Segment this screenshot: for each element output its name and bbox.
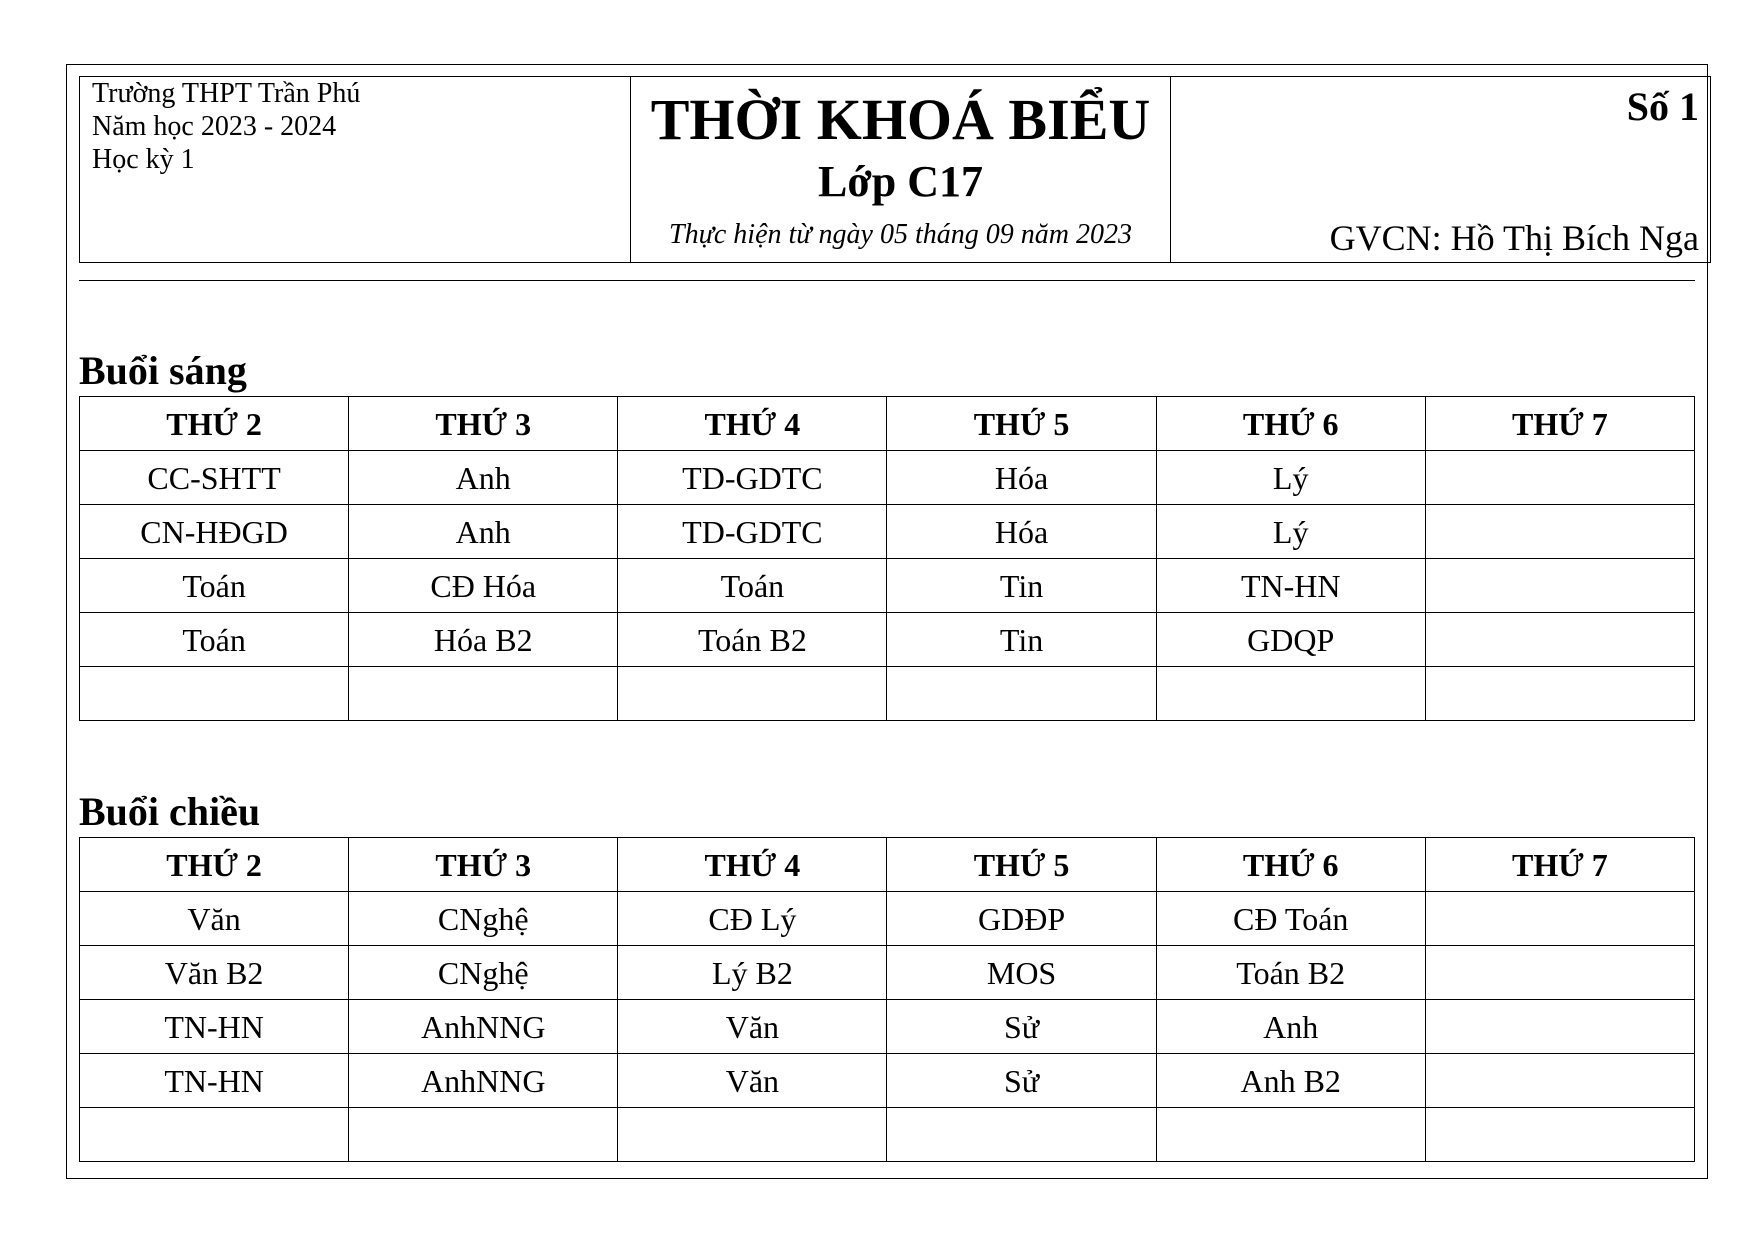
table-row	[80, 1108, 1695, 1162]
table-cell: TD-GDTC	[618, 505, 887, 559]
header-divider	[79, 280, 1695, 281]
table-cell: MOS	[887, 946, 1156, 1000]
table-cell: AnhNNG	[349, 1054, 618, 1108]
day-header: THỨ 5	[887, 397, 1156, 451]
table-cell: Hóa	[887, 505, 1156, 559]
table-cell	[349, 667, 618, 721]
table-cell: TD-GDTC	[618, 451, 887, 505]
table-cell	[1425, 559, 1694, 613]
table-cell: CNghệ	[349, 946, 618, 1000]
afternoon-session-title: Buổi chiều	[79, 789, 261, 834]
page-title: THỜI KHOÁ BIỂU	[650, 87, 1151, 152]
table-row	[80, 559, 1695, 613]
table-cell	[1425, 946, 1694, 1000]
table-cell	[349, 1108, 618, 1162]
class-name: Lớp C17	[818, 157, 983, 206]
table-cell: Toán	[618, 559, 887, 613]
table-cell	[1425, 1054, 1694, 1108]
day-header: THỨ 7	[1425, 397, 1694, 451]
table-cell: CN-HĐGD	[80, 505, 349, 559]
table-cell: Toán B2	[618, 613, 887, 667]
table-cell: TN-HN	[80, 1054, 349, 1108]
morning-schedule-table	[79, 396, 1695, 721]
table-cell: Tin	[887, 559, 1156, 613]
school-info	[80, 77, 631, 263]
table-cell: CNghệ	[349, 892, 618, 946]
table-row	[80, 1000, 1695, 1054]
header-row	[80, 397, 1695, 451]
day-header: THỨ 7	[1425, 838, 1694, 892]
table-cell	[80, 1108, 349, 1162]
afternoon-schedule-table	[79, 837, 1695, 1162]
table-cell	[1425, 613, 1694, 667]
document-number: Số 1	[1626, 84, 1699, 129]
school-name: Trường THPT Trần Phú	[92, 78, 361, 109]
table-cell: CC-SHTT	[80, 451, 349, 505]
table-cell: Lý B2	[618, 946, 887, 1000]
table-row	[80, 946, 1695, 1000]
table-cell: Lý	[1156, 451, 1425, 505]
day-header: THỨ 4	[618, 838, 887, 892]
table-cell: Anh	[349, 505, 618, 559]
table-cell: CĐ Toán	[1156, 892, 1425, 946]
table-cell: Sử	[887, 1000, 1156, 1054]
effective-date: Thực hiện từ ngày 05 tháng 09 năm 2023	[669, 219, 1132, 250]
document-meta	[1171, 77, 1711, 263]
table-cell: Toán B2	[1156, 946, 1425, 1000]
table-cell: GDĐP	[887, 892, 1156, 946]
table-cell: Văn	[618, 1054, 887, 1108]
table-cell: CĐ Hóa	[349, 559, 618, 613]
table-cell	[1425, 1108, 1694, 1162]
day-header: THỨ 4	[618, 397, 887, 451]
table-cell: Lý	[1156, 505, 1425, 559]
table-cell: Văn	[80, 892, 349, 946]
table-cell: Anh B2	[1156, 1054, 1425, 1108]
day-header: THỨ 6	[1156, 838, 1425, 892]
header-row	[80, 838, 1695, 892]
day-header: THỨ 2	[80, 838, 349, 892]
school-year: Năm học 2023 - 2024	[92, 111, 337, 142]
table-cell	[887, 1108, 1156, 1162]
table-cell	[1425, 892, 1694, 946]
table-cell: TN-HN	[80, 1000, 349, 1054]
table-row	[80, 1054, 1695, 1108]
table-cell: Văn B2	[80, 946, 349, 1000]
table-cell: Toán	[80, 559, 349, 613]
table-cell	[1425, 505, 1694, 559]
table-cell: CĐ Lý	[618, 892, 887, 946]
table-cell	[887, 667, 1156, 721]
table-cell	[1156, 667, 1425, 721]
document-header	[79, 76, 1711, 263]
title-block	[631, 77, 1171, 263]
table-cell: AnhNNG	[349, 1000, 618, 1054]
day-header: THỨ 3	[349, 838, 618, 892]
table-row	[80, 613, 1695, 667]
table-cell	[80, 667, 349, 721]
table-row	[80, 505, 1695, 559]
table-row	[80, 667, 1695, 721]
table-cell: Tin	[887, 613, 1156, 667]
table-row	[80, 451, 1695, 505]
table-cell: Văn	[618, 1000, 887, 1054]
table-cell: TN-HN	[1156, 559, 1425, 613]
table-cell	[618, 667, 887, 721]
table-cell: Sử	[887, 1054, 1156, 1108]
day-header: THỨ 6	[1156, 397, 1425, 451]
morning-session-title: Buổi sáng	[79, 348, 247, 393]
day-header: THỨ 2	[80, 397, 349, 451]
table-cell: Anh	[349, 451, 618, 505]
table-cell: Toán	[80, 613, 349, 667]
homeroom-teacher: GVCN: Hồ Thị Bích Nga	[1329, 218, 1699, 258]
table-row	[80, 892, 1695, 946]
table-cell	[1425, 451, 1694, 505]
day-header: THỨ 3	[349, 397, 618, 451]
table-cell	[618, 1108, 887, 1162]
table-cell	[1425, 1000, 1694, 1054]
semester: Học kỳ 1	[92, 144, 195, 175]
table-cell: Anh	[1156, 1000, 1425, 1054]
table-cell: GDQP	[1156, 613, 1425, 667]
day-header: THỨ 5	[887, 838, 1156, 892]
table-cell	[1156, 1108, 1425, 1162]
table-cell	[1425, 667, 1694, 721]
table-cell: Hóa	[887, 451, 1156, 505]
table-cell: Hóa B2	[349, 613, 618, 667]
